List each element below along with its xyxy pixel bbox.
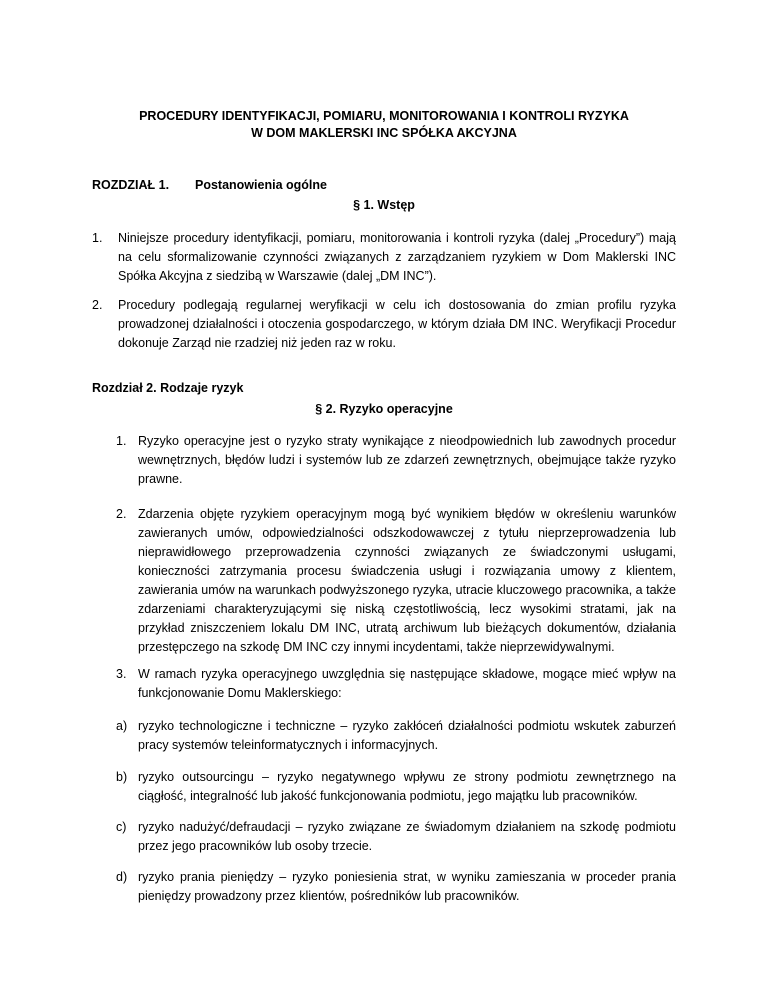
paragraph-text: ryzyko outsourcingu – ryzyko negatywnego wpływu ze strony podmiotu zewnętrznego na ciągłość, integralność lub jakość funkcjonowania podmiotu, jego majątku lub pracowników. — [138, 770, 676, 803]
document-title-line-2: W DOM MAKLERSKI INC SPÓŁKA AKCYJNA — [251, 126, 517, 140]
paragraph-text: ryzyko prania pieniędzy – ryzyko poniesienia strat, w wyniku zamieszania w proceder prania pieniędzy prowadzony przez klientów, pośredników lub pracowników. — [138, 870, 676, 903]
chapter-1-label: ROZDZIAŁ 1. — [92, 178, 170, 192]
section-2-heading: § 2. Ryzyko operacyjne — [315, 402, 453, 416]
item-number: 3. — [116, 667, 127, 681]
paragraph-text: Zdarzenia objęte ryzykiem operacyjnym mogą być wynikiem błędów w określeniu warunków zawieranych umów, odpowiedzialności odszkodowawczej z tytułu nieprzeprowadzenia lub nieprawidłowego przeprowadzenia czynności związanych ze świadczonymi usługami, konieczności zatrzymania procesu świadczenia usługi i rozwiązania umowy z klientem, zawierania umów na warunkach podwyższonego ryzyka, utracie kluczowego pracownika, a także zdarzeniami charakteryzującymi się niską częstotliwością, lecz wysokimi stratami, jak na przykład zniszczeniem lokalu DM INC, utratą archiwum lub bieżących dokumentów, działania przestępczego na szkodę DM INC czy innymi incydentami, także nieprzewidywalnymi. — [138, 507, 676, 654]
chapter-2-title: Rozdział 2. Rodzaje ryzyk — [92, 381, 244, 395]
subitem-letter: a) — [116, 719, 128, 733]
paragraph-text: Niniejsze procedury identyfikacji, pomiaru, monitorowania i kontroli ryzyka (dalej „Procedury”) mają na celu sformalizowanie czynności związanych z zarządzaniem ryzykiem w Dom Maklerski INC Spółka Akcyjna z siedzibą w Warszawie (dalej „DM INC”). — [118, 231, 676, 283]
section-1-heading: § 1. Wstęp — [353, 198, 415, 212]
item-number: 2. — [116, 507, 127, 521]
paragraph-text: ryzyko nadużyć/defraudacji – ryzyko związane ze świadomym działaniem na szkodę podmiotu przez jego pracowników lub osoby trzecie. — [138, 820, 676, 853]
chapter-1-title: Postanowienia ogólne — [195, 178, 327, 192]
subitem-letter: b) — [116, 770, 128, 784]
item-number: 1. — [92, 231, 103, 245]
paragraph-text: W ramach ryzyka operacyjnego uwzględnia się następujące składowe, mogące mieć wpływ na funkcjonowanie Domu Maklerskiego: — [138, 667, 676, 700]
subitem-letter: d) — [116, 870, 128, 884]
item-number: 1. — [116, 434, 127, 448]
paragraph-text: Procedury podlegają regularnej weryfikacji w celu ich dostosowania do zmian profilu ryzyka prowadzonej działalności i otoczenia gospodarczego, w którym działa DM INC. Weryfikacji Procedur dokonuje Zarząd nie rzadziej niż jeden raz w roku. — [118, 298, 676, 350]
subitem-letter: c) — [116, 820, 127, 834]
paragraph-text: Ryzyko operacyjne jest o ryzyko straty wynikające z nieodpowiednich lub zawodnych procedur wewnętrznych, błędów ludzi i systemów lub ze zdarzeń zewnętrznych, obejmujące także ryzyko prawne. — [138, 434, 676, 486]
paragraph-text: ryzyko technologiczne i techniczne – ryzyko zakłóceń działalności podmiotu wskutek zaburzeń pracy systemów teleinformatycznych i informacyjnych. — [138, 719, 676, 752]
document-title-line-1: PROCEDURY IDENTYFIKACJI, POMIARU, MONITOROWANIA I KONTROLI RYZYKA — [139, 109, 629, 123]
item-number: 2. — [92, 298, 103, 312]
